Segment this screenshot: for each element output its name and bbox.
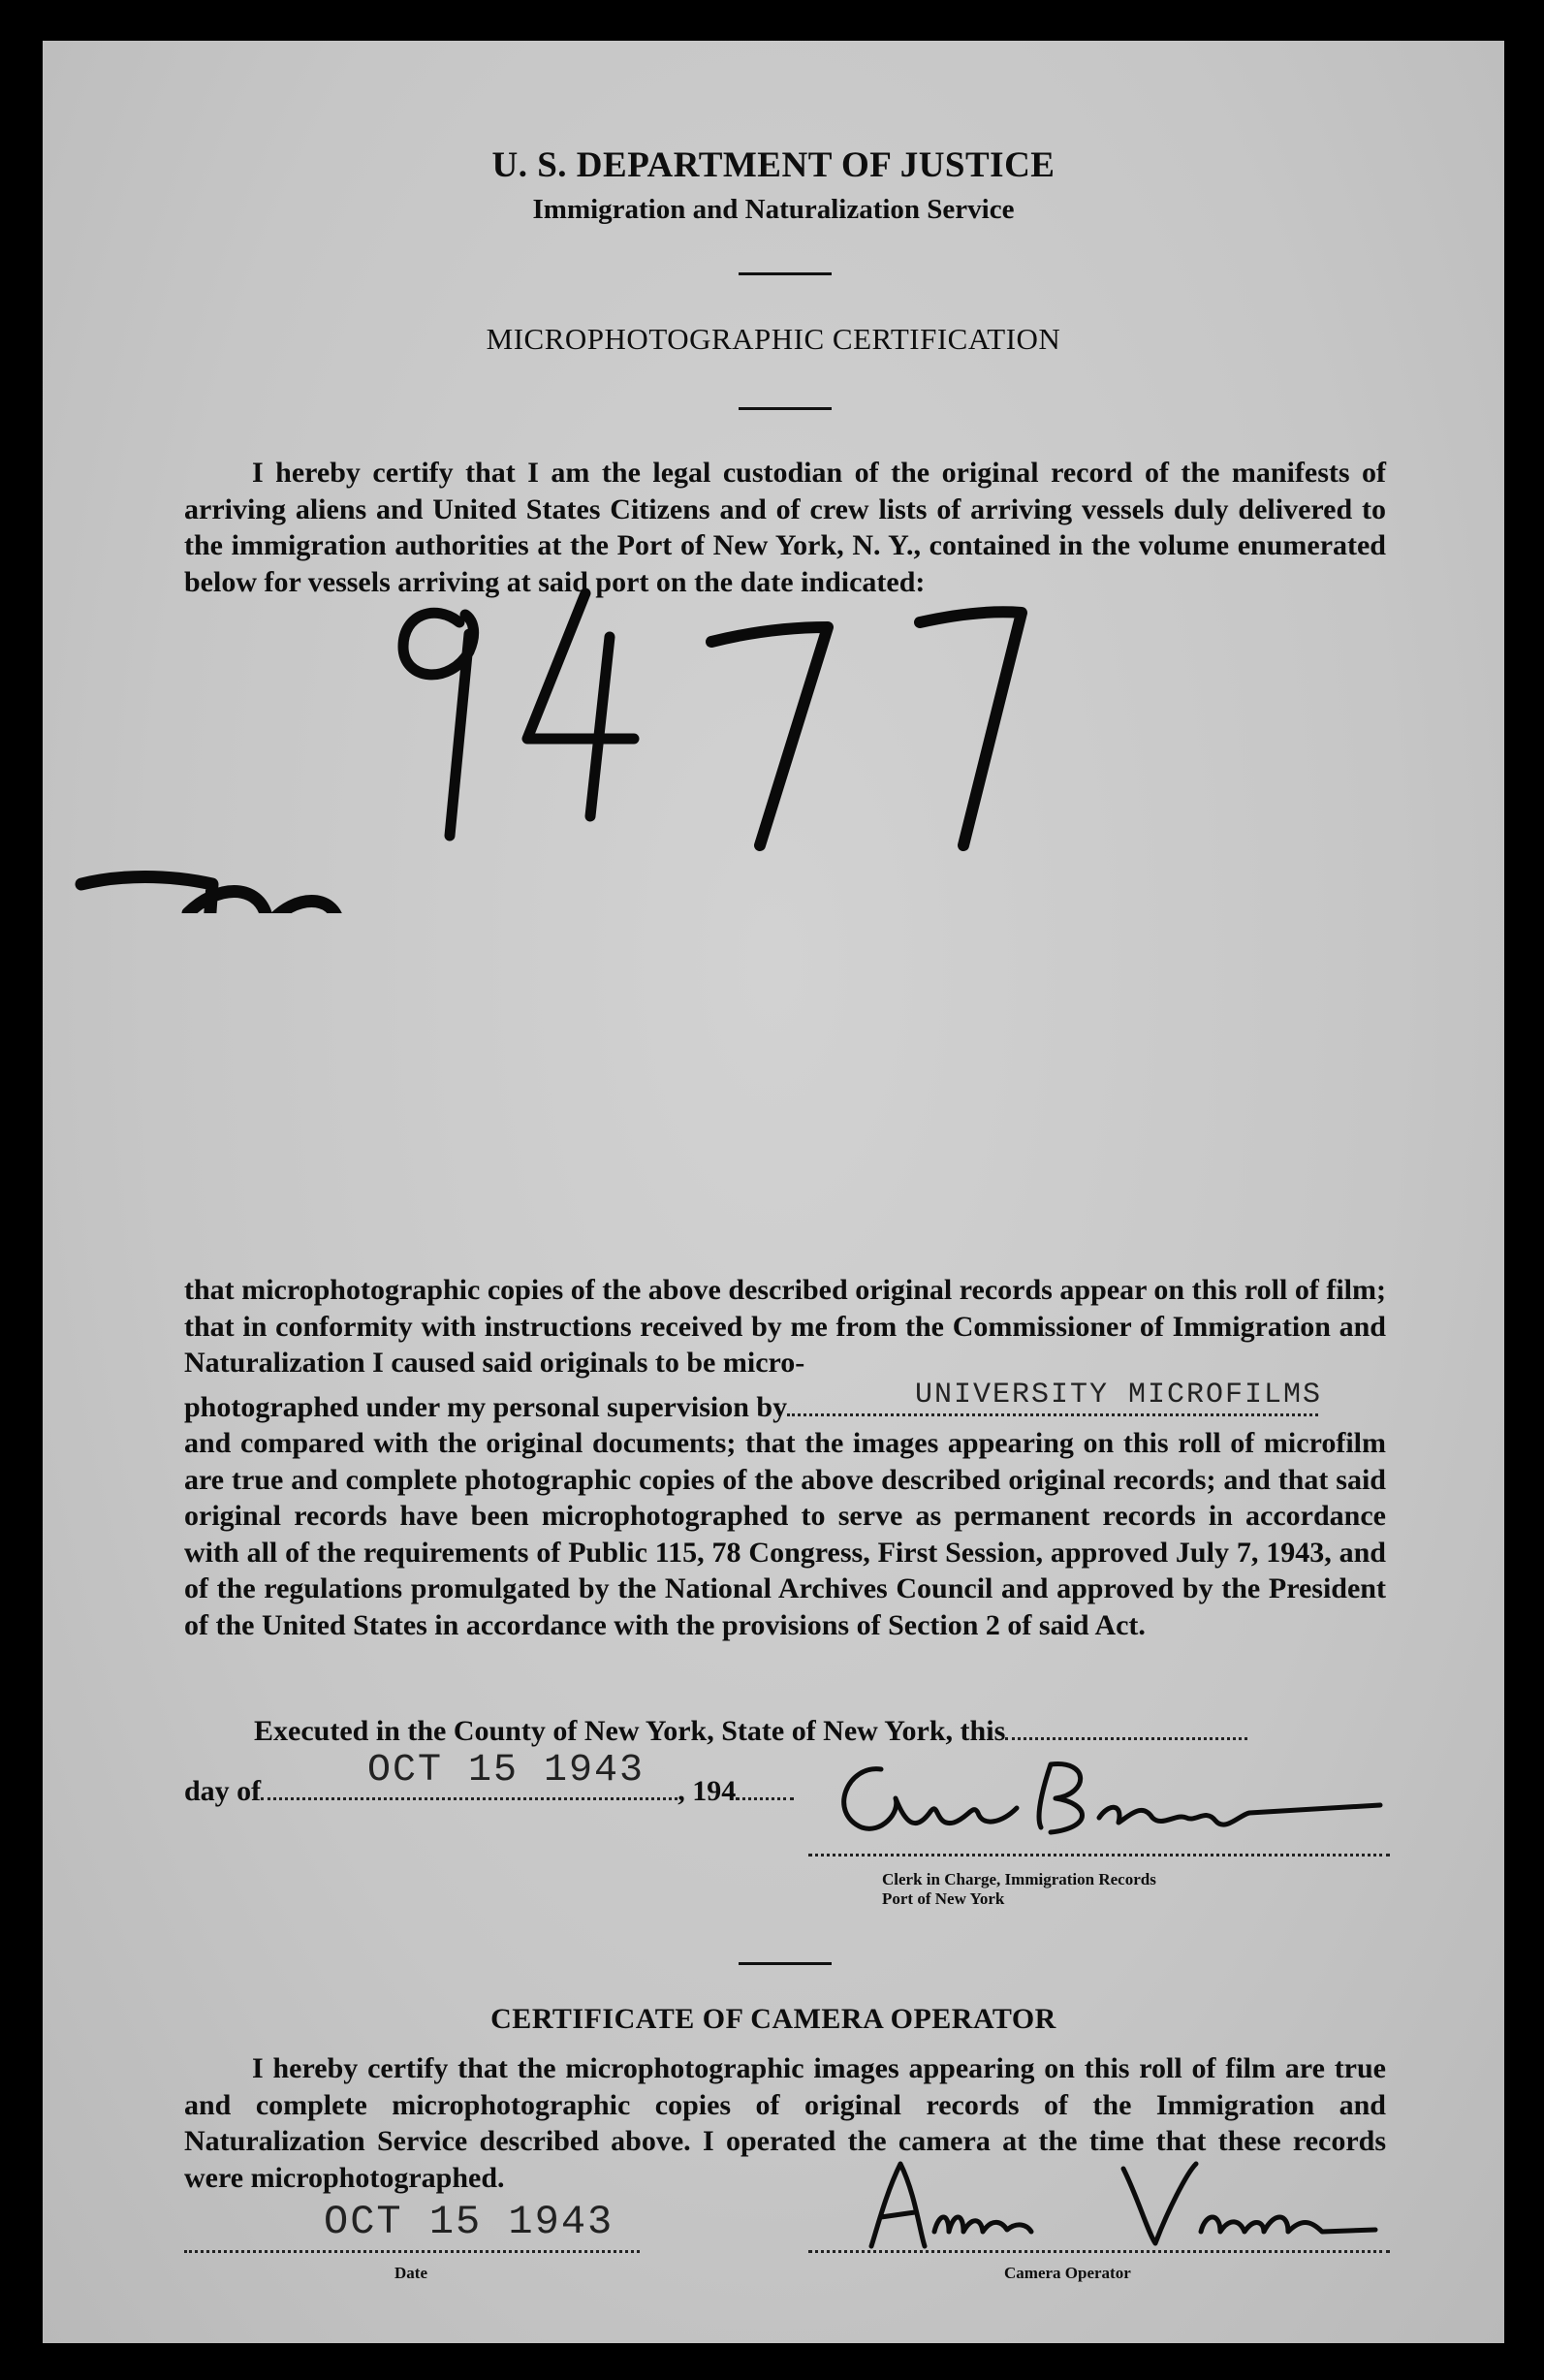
camera-certificate-title: CERTIFICATE OF CAMERA OPERATOR [490, 2003, 1056, 2035]
executed-label: Executed in the County of New York, State of New York, this [254, 1715, 1006, 1747]
body-paragraph-2: and compared with the original documents; that the images appearing on this roll of microfilm are true and complete photographic copies of the above described original records; and that said original records have been microphotographed to serve as permanent records in accordance with all of the requirements of Public 115, 78 Congress, First Session, approved July 7, 1943, and of the regulations promulgated by the National Archives Council and approved by the President of the United States in accordance with the provisions of Section 2 of said Act. [184, 1427, 1386, 1641]
certificate-page [43, 41, 1504, 2343]
clerk-caption-2: Port of New York [882, 1889, 1005, 1908]
year-label: , 194 [677, 1775, 737, 1807]
handwritten-word-may [81, 877, 508, 914]
certification-title: MICROPHOTOGRAPHIC CERTIFICATION [486, 322, 1061, 356]
body-paragraph-1: that microphotographic copies of the above described original records appear on this roll of film; that in conformity with instructions received by me from the Commissioner of Immigration and Naturalization I caused said originals to be micro- [184, 1274, 1386, 1379]
handwritten-annotation [43, 41, 1504, 913]
intro-paragraph: I hereby certify that I am the legal custodian of the original record of the manifests of arriving aliens and United States Citizens and of crew lists of arriving vessels duly delivered to the immigration authorities at the Port of New York, N. Y., contained in the volume enumerated below for vessels arriving at said port on the date indicated: [184, 457, 1386, 598]
photographed-by-value: UNIVERSITY MICROFILMS [915, 1379, 1323, 1412]
day-of-value: OCT 15 1943 [367, 1749, 646, 1793]
handwritten-digit-7 [711, 627, 828, 845]
clerk-caption-1: Clerk in Charge, Immigration Records [882, 1870, 1156, 1888]
handwritten-digit-9 [403, 613, 474, 836]
date-caption: Date [394, 2264, 427, 2282]
year-field [736, 1770, 794, 1800]
executed-line [254, 1710, 1247, 1748]
camera-operator-signature-icon [847, 2154, 1390, 2261]
camera-operator-caption: Camera Operator [1004, 2264, 1131, 2282]
handwritten-digit-4 [527, 593, 634, 816]
camera-date-value: OCT 15 1943 [324, 2199, 614, 2245]
clerk-signature-icon [808, 1745, 1390, 1852]
handwritten-digit-7 [920, 612, 1022, 845]
service-subheading: Immigration and Naturalization Service [532, 194, 1015, 225]
day-of-label: day of [184, 1775, 262, 1807]
department-heading: U. S. DEPARTMENT OF JUSTICE [491, 145, 1056, 185]
photographed-by-label: photographed under my personal supervision by [184, 1391, 788, 1423]
camera-paragraph: I hereby certify that the microphotographic images appearing on this roll of film are true and complete microphotographic copies of original records of the Immigration and Naturalization Service described above. I operated the camera at the time that these records were microphotographed. [184, 2052, 1386, 2194]
divider [739, 1962, 832, 1965]
executed-day-field [1005, 1710, 1247, 1740]
